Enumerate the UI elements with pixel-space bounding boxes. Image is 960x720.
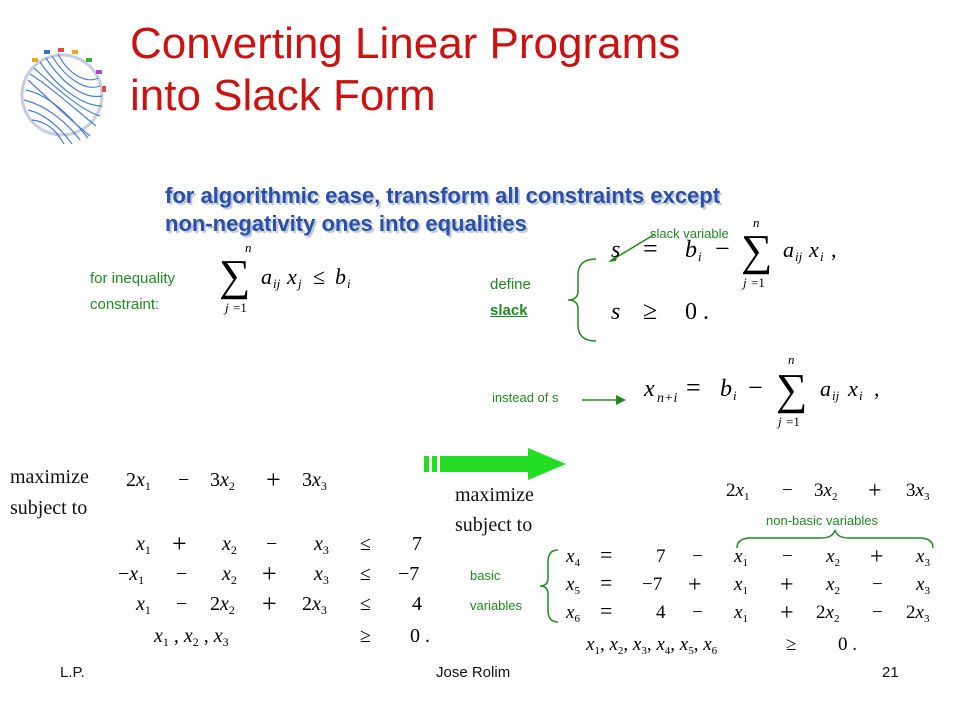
svg-text:0 .: 0 . bbox=[410, 625, 430, 647]
svg-text:=: = bbox=[600, 542, 613, 567]
svg-text:x: x bbox=[644, 376, 655, 402]
lp-maximize-label: maximize bbox=[10, 466, 89, 488]
svg-text:0 .: 0 . bbox=[838, 634, 857, 655]
svg-text:j: j bbox=[225, 300, 229, 315]
svg-text:x2: $x_2$ bbox=[222, 533, 237, 557]
svg-text:x3: $x_3$ bbox=[916, 574, 930, 597]
svg-text:−: − bbox=[176, 563, 188, 585]
svg-text:i: i bbox=[347, 276, 351, 291]
svg-text:x2: $x_2$ bbox=[826, 574, 840, 597]
new-slack-formula bbox=[640, 352, 900, 432]
svg-text:−7: −7 bbox=[642, 574, 663, 595]
svg-text:a: a bbox=[820, 376, 831, 401]
svg-text:+: + bbox=[266, 465, 281, 494]
svg-text:n: n bbox=[788, 352, 795, 367]
svg-text:≥: ≥ bbox=[786, 634, 797, 655]
transform-arrow bbox=[422, 448, 572, 484]
svg-text:4: 4 bbox=[656, 602, 666, 623]
svg-text:−: − bbox=[782, 480, 793, 501]
svg-text:ij: ij bbox=[273, 276, 281, 291]
svg-text:3x3: $3x_3$ bbox=[906, 480, 930, 503]
svg-text:x4: $x_4$ bbox=[566, 546, 580, 569]
svg-text:=1: =1 bbox=[233, 300, 247, 315]
svg-text:−: − bbox=[872, 574, 883, 595]
svg-text:+: + bbox=[688, 572, 702, 598]
svg-text:≥: ≥ bbox=[360, 625, 371, 647]
title-line-2: into Slack Form bbox=[130, 71, 436, 120]
svg-text:−7: −7 bbox=[398, 563, 420, 585]
svg-text:=: = bbox=[600, 598, 613, 623]
svg-text:−: − bbox=[715, 234, 730, 263]
svg-text:−: − bbox=[266, 533, 278, 555]
svg-text:7: 7 bbox=[412, 533, 422, 555]
svg-text:+: + bbox=[262, 559, 277, 588]
slack-subject-to-label: subject to bbox=[455, 514, 533, 536]
svg-text:j: j bbox=[743, 275, 747, 290]
instead-of-s-label: instead of s bbox=[492, 390, 559, 405]
svg-text:0 .: 0 . bbox=[685, 299, 709, 325]
svg-text:ij: ij bbox=[832, 388, 840, 403]
svg-text:x3: $x_3$ bbox=[314, 533, 329, 557]
subtitle-line-2: non-negativity ones into equalities bbox=[165, 211, 527, 236]
svg-text:+: + bbox=[870, 544, 884, 570]
define-slack-label bbox=[490, 272, 531, 324]
svg-text:x1: $x_1$ bbox=[136, 533, 151, 557]
svg-text:x3: $x_3$ bbox=[916, 546, 930, 569]
svg-text:x1: $x_1$ bbox=[734, 602, 748, 625]
svg-text:s: s bbox=[611, 299, 621, 325]
svg-text:2x2: $2x_2$ bbox=[816, 602, 840, 625]
svg-text:∑: ∑ bbox=[741, 226, 773, 275]
svg-text:4: 4 bbox=[412, 593, 422, 615]
svg-text:−x1: $-x_1$ bbox=[118, 563, 145, 587]
logo-graphic bbox=[10, 40, 110, 150]
svg-text:+: + bbox=[262, 589, 277, 618]
title-line-1: Converting Linear Programs bbox=[130, 19, 681, 68]
svg-text:x: x bbox=[848, 376, 858, 401]
svg-text:b: b bbox=[720, 376, 732, 402]
svg-text:2x3: $2x_3$ bbox=[302, 593, 327, 617]
non-basic-variables-label: non-basic variables bbox=[766, 513, 879, 528]
lp-subject-to-label: subject to bbox=[10, 497, 88, 519]
inequality-label-line-2: constraint: bbox=[90, 296, 160, 313]
svg-text:x2: $x_2$ bbox=[222, 563, 237, 587]
svg-text:i: i bbox=[698, 249, 702, 264]
svg-text:=: = bbox=[600, 570, 613, 595]
svg-text:3x2: $3x_2$ bbox=[210, 469, 235, 493]
slack-form-formula bbox=[560, 474, 940, 660]
footer-author: Jose Rolim bbox=[436, 664, 511, 681]
svg-text:n: n bbox=[245, 240, 252, 255]
svg-text:−: − bbox=[176, 593, 188, 615]
svg-text:−: − bbox=[178, 469, 190, 491]
subtitle-line-1: for algorithmic ease, transform all constraints except bbox=[165, 183, 721, 208]
define-text: define bbox=[490, 276, 531, 293]
footer-page-number: 21 bbox=[882, 664, 899, 681]
svg-text:x: x bbox=[809, 237, 819, 262]
svg-text:−: − bbox=[692, 602, 703, 623]
svg-text:+: + bbox=[868, 478, 882, 504]
inequality-label bbox=[90, 266, 175, 318]
slide-title bbox=[130, 18, 680, 122]
svg-text:x1 , x2 , x3: $x_1$ , $x_2$ , $x_3$ bbox=[154, 625, 229, 649]
svg-text:b: b bbox=[685, 237, 697, 263]
svg-text:≤: ≤ bbox=[360, 593, 371, 615]
basic-brace bbox=[536, 548, 560, 624]
variables-label: variables bbox=[470, 598, 523, 613]
svg-text:3x2: $3x_2$ bbox=[814, 480, 838, 503]
svg-text:≥: ≥ bbox=[643, 296, 658, 325]
slack-text: slack bbox=[490, 302, 528, 319]
svg-text:∑: ∑ bbox=[776, 365, 808, 414]
svg-text:i: i bbox=[859, 388, 863, 403]
svg-text:+: + bbox=[172, 529, 187, 558]
inequality-label-line-1: for inequality bbox=[90, 270, 176, 287]
svg-text:2x1: $2x_1$ bbox=[126, 469, 151, 493]
svg-text:≤: ≤ bbox=[360, 533, 371, 555]
svg-text:x2: $x_2$ bbox=[826, 546, 840, 569]
svg-text:=1: =1 bbox=[786, 414, 800, 429]
svg-text:b: b bbox=[335, 264, 346, 289]
svg-text:x1, x2, x3, x4, x5, x6: $x_1$, $x_2$, $x_3$, $x_4$, $x_5$, $x_6$ bbox=[586, 634, 718, 657]
svg-text:n+i: n+i bbox=[657, 391, 678, 406]
svg-text:x3: $x_3$ bbox=[314, 563, 329, 587]
svg-text:x1: $x_1$ bbox=[734, 574, 748, 597]
svg-text:x: x bbox=[287, 264, 297, 289]
svg-text:7: 7 bbox=[656, 546, 666, 567]
svg-text:x6: $x_6$ bbox=[566, 602, 580, 625]
instead-of-s-arrow bbox=[580, 390, 630, 410]
svg-text:2x3: $2x_3$ bbox=[906, 602, 930, 625]
svg-text:3x3: $3x_3$ bbox=[302, 469, 327, 493]
svg-text:x1: $x_1$ bbox=[734, 546, 748, 569]
svg-text:≤: ≤ bbox=[313, 264, 326, 289]
svg-text:j: j bbox=[778, 414, 782, 429]
svg-text:−: − bbox=[782, 546, 793, 567]
svg-text:x5: $x_5$ bbox=[566, 574, 580, 597]
svg-text:∑: ∑ bbox=[219, 251, 251, 300]
svg-text:ij: ij bbox=[795, 249, 803, 264]
svg-text:a: a bbox=[261, 264, 272, 289]
svg-text:−: − bbox=[748, 373, 763, 402]
original-lp-formula bbox=[110, 462, 450, 652]
svg-text:n: n bbox=[753, 215, 760, 230]
svg-text:,: , bbox=[874, 376, 880, 401]
svg-text:a: a bbox=[783, 237, 794, 262]
footer-left: L.P. bbox=[60, 664, 85, 681]
svg-text:s: s bbox=[611, 237, 621, 263]
svg-text:i: i bbox=[733, 388, 737, 403]
logo bbox=[10, 40, 110, 150]
svg-text:x1: $x_1$ bbox=[136, 593, 151, 617]
svg-text:2x2: $2x_2$ bbox=[210, 593, 235, 617]
svg-text:−: − bbox=[692, 546, 703, 567]
slack-variable-label: slack variable bbox=[650, 226, 729, 241]
slack-definition-formula bbox=[605, 215, 845, 335]
svg-text:,: , bbox=[831, 237, 837, 262]
define-brace bbox=[550, 255, 600, 345]
svg-text:2x1: $2x_1$ bbox=[726, 480, 750, 503]
svg-text:≤: ≤ bbox=[360, 563, 371, 585]
svg-text:j: j bbox=[298, 276, 302, 291]
basic-label: basic bbox=[470, 568, 501, 583]
inequality-formula bbox=[215, 240, 375, 320]
svg-text:=1: =1 bbox=[751, 275, 765, 290]
svg-text:−: − bbox=[872, 602, 883, 623]
svg-text:=: = bbox=[686, 373, 701, 402]
svg-text:=: = bbox=[643, 234, 658, 263]
slack-maximize-label: maximize bbox=[455, 484, 534, 506]
svg-text:+: + bbox=[780, 572, 794, 598]
svg-text:i: i bbox=[820, 249, 824, 264]
svg-text:+: + bbox=[780, 600, 794, 626]
